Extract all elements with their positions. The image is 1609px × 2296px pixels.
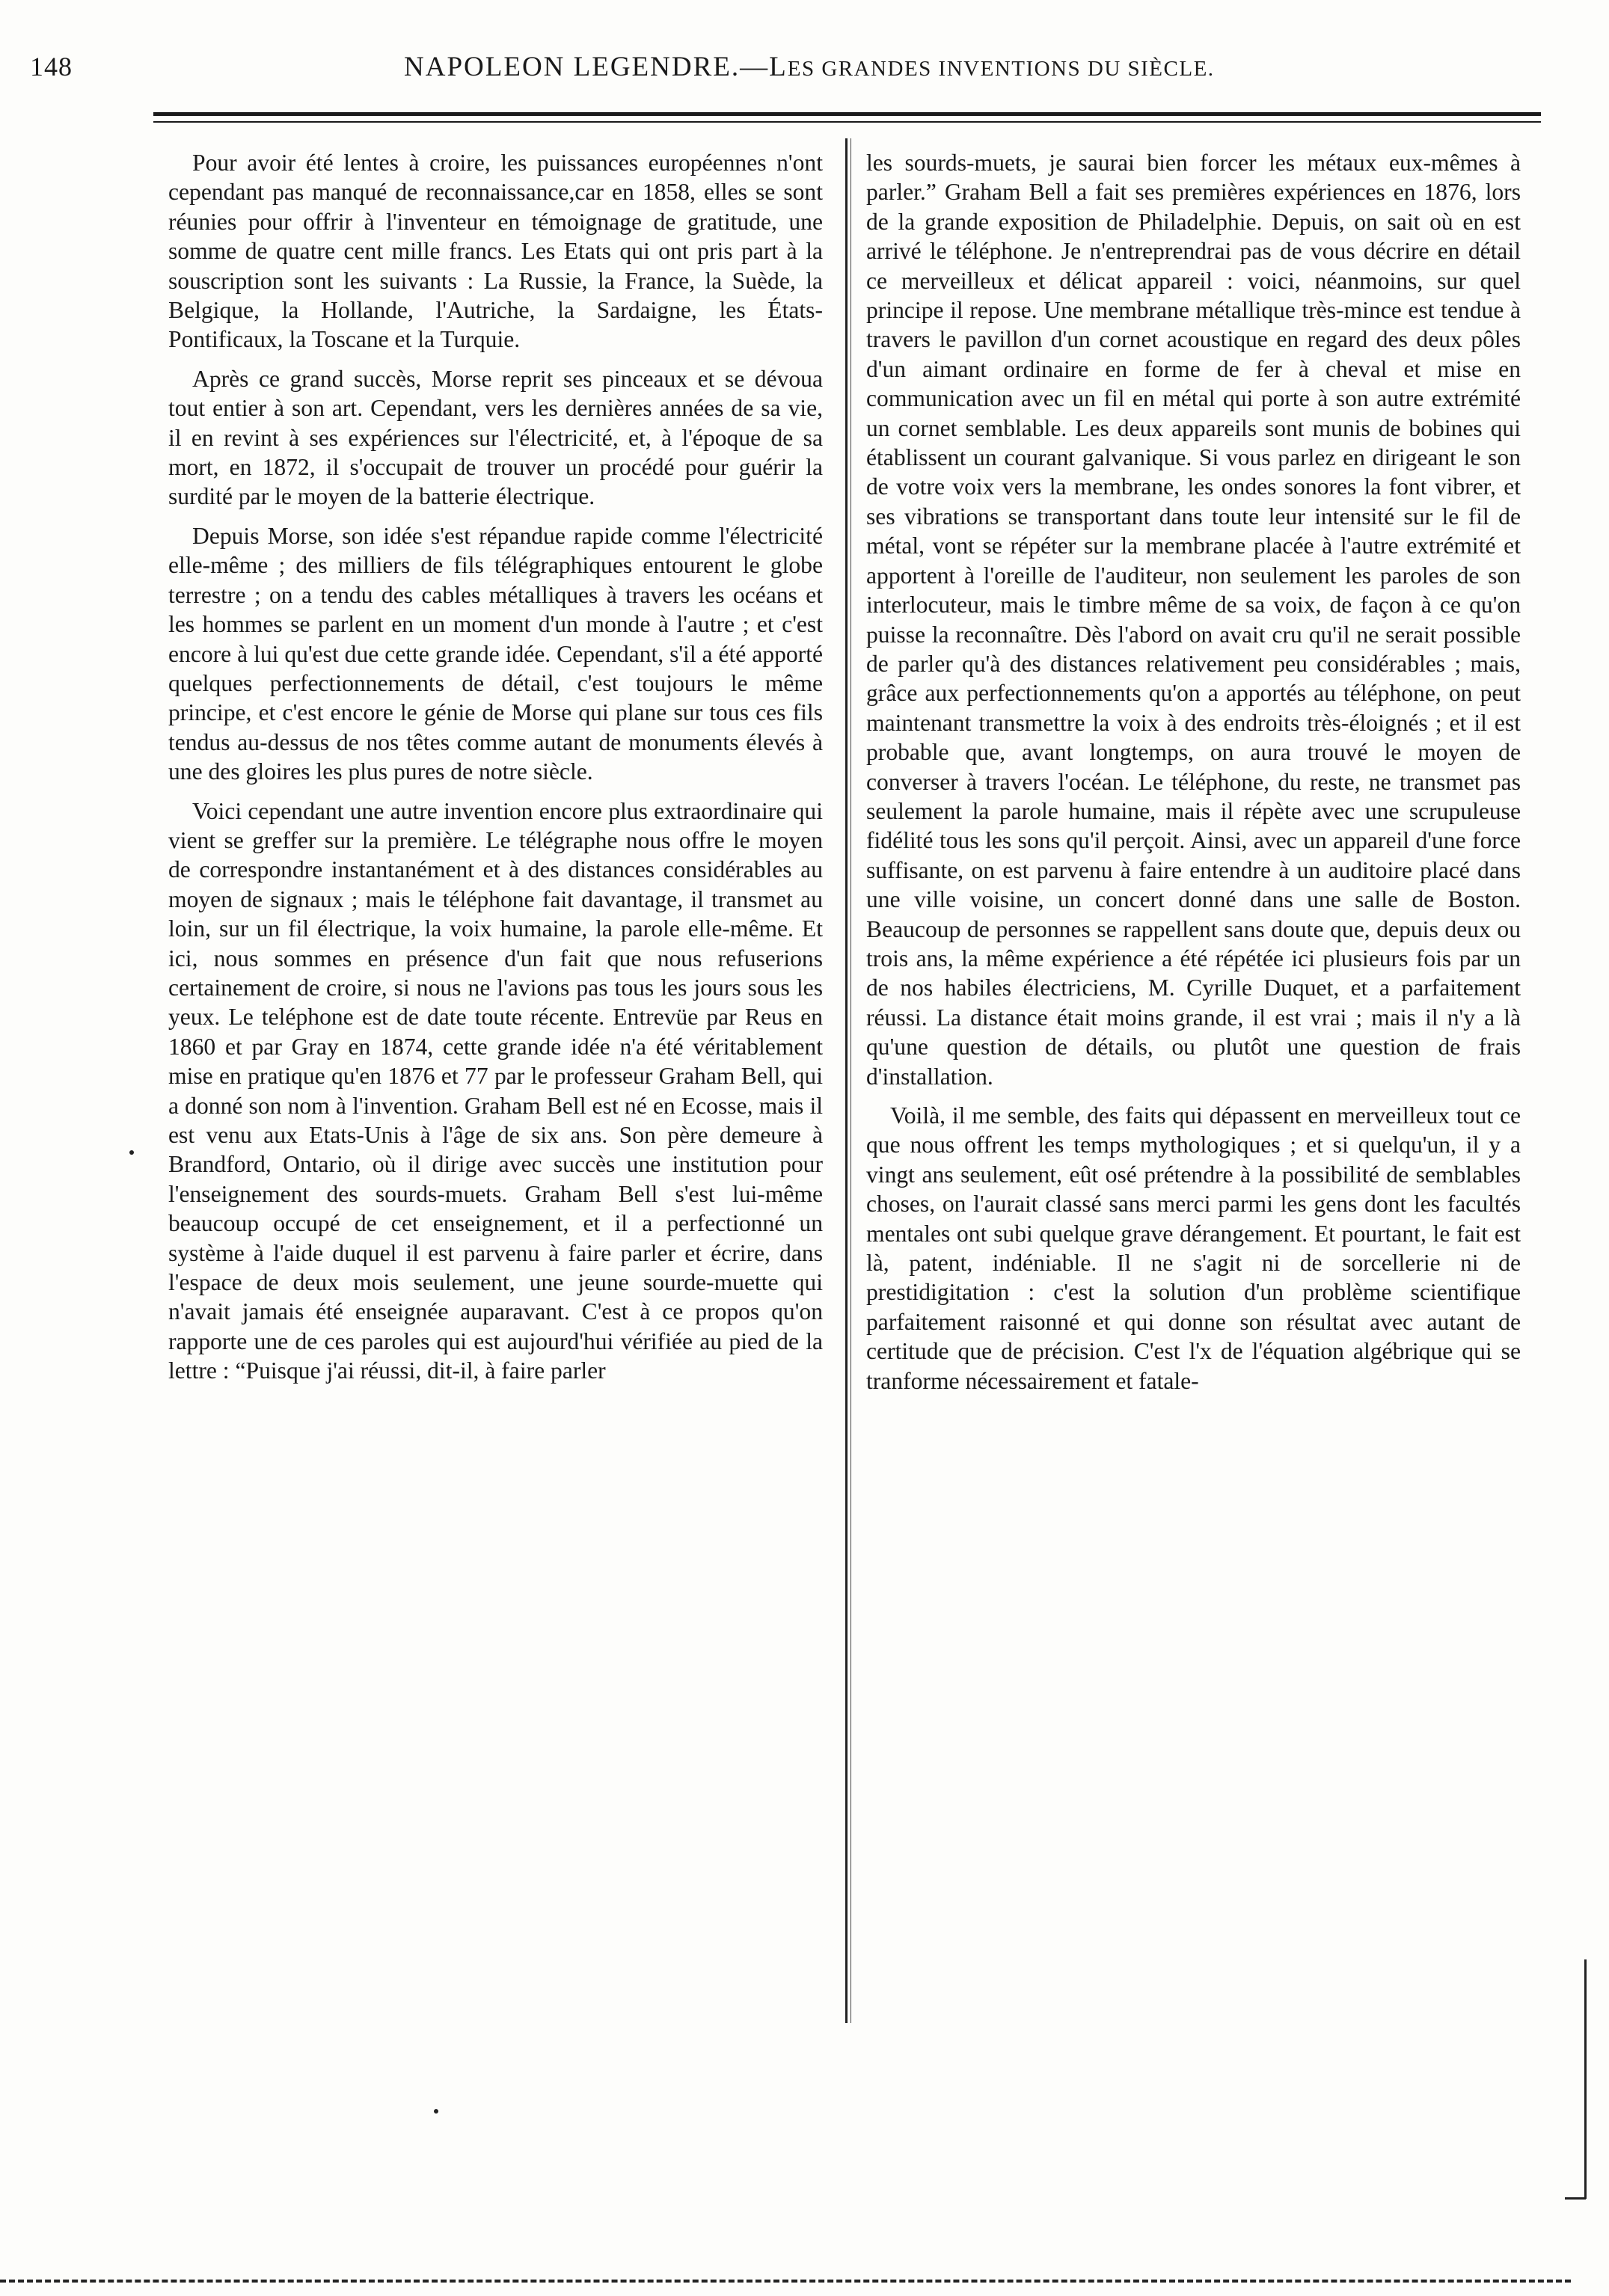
running-head-title: ES GRANDES INVENTIONS DU SIÈCLE.: [787, 57, 1215, 81]
bottom-scan-border: [0, 2280, 1571, 2283]
page-edge-mark-foot: [1565, 2197, 1586, 2200]
left-column: [168, 148, 823, 1396]
header-rule-thick: [153, 112, 1541, 116]
running-head-author: NAPOLEON LEGENDRE.: [404, 52, 741, 82]
running-head-title-initial: L: [769, 52, 788, 82]
paragraph-right-2: Voilà, il me semble, des faits qui dépassent en merveilleux tout ce que nous offrent les temps mythologiques ; et si quelqu'un, il y a vingt ans seulement, eût osé prétendre à la possibilité de semblables choses, on l'aurait classé sans merci parmi les gens dont les facultés mentales ont subi quelque grave dérangement. Et pourtant, le fait est là, patent, indéniable. Il ne s'agit ni de sorcellerie ni de prestidigitation : c'est la solution d'un problème scientifique parfaitement raisonné et qui donne son résultat avec autant de certitude que de précision. C'est l'x de l'équation algébrique qui se tranforme nécessairement et fatale-: [866, 1102, 1521, 1394]
paragraph-left-1: Pour avoir été lentes à croire, les puissances européennes n'ont cependant pas manqué de reconnaissance,car en 1858, elles se sont réunies pour offrir à l'inventeur en témoignage de gratitude, une somme de quatre cent mille francs. Les Etats qui ont pris part à la souscription sont les suivants : La Russie, la France, la Suède, la Belgique, la Hollande, l'Autriche, la Sardaigne, les États-Pontificaux, la Toscane et la Turquie.: [168, 150, 823, 353]
running-head: [404, 51, 1215, 83]
scan-speck: [129, 1150, 134, 1155]
column-divider: [845, 138, 848, 2023]
paragraph-right-1: les sourds-muets, je saurai bien forcer les métaux eux-mêmes à parler.” Graham Bell a fait ses premières expériences en 1876, lors de la grande exposition de Philadelphie. Depuis, on sait où en est arrivé le téléphone. Je n'entreprendrai pas de vous décrire en détail ce merveilleux et délicat appareil : voici, néanmoins, sur quel principe il repose. Une membrane métallique très-mince est tendue à travers le pavillon d'un cornet acoustique en regard des deux pôles d'un aimant ordinaire en forme de fer à cheval et mise en communication avec un fil en métal qui porte à son autre extrémité un cornet semblable. Les deux appareils sont munis de bobines qui établissent un courant galvanique. Si vous parlez en dirigeant le son de votre voix vers la membrane, les ondes sonores la font vibrer, et ses vibrations se transportant dans toute leur intensité sur le fil de métal, vont se répéter sur la membrane placée à l'autre extrémité et apportent à l'oreille de l'auditeur, non seulement les paroles de son interlocuteur, mais le timbre même de sa voix, de façon à ce qu'on puisse la reconnaître. Dès l'abord on avait cru qu'il ne serait possible de parler qu'à des distances relativement peu considérables ; mais, grâce aux perfectionnements qu'on a apportés au téléphone, on peut maintenant transmettre la voix à des endroits très-éloignés ; et il est probable que, avant longtemps, on aura trouvé le moyen de converser à travers l'océan. Le téléphone, du reste, ne transmet pas seulement la parole humaine, mais il répète avec une scrupuleuse fidélité tous les sons qu'il perçoit. Ainsi, avec un appareil d'une force suffisante, on est parvenu à faire entendre à un auditoire placé dans une ville voisine, un concert donné dans une salle de Boston. Beaucoup de personnes se rappellent sans doute que, depuis deux ou trois ans, la même expérience a été répétée ici plusieurs fois par un de nos habiles électriciens, M. Cyrille Duquet, et a parfaitement réussi. La distance était moins grande, il est vrai ; mais il n'y a là qu'une question de détails, ou plutôt une question de frais d'installation.: [866, 150, 1521, 1090]
paragraph-left-3: Depuis Morse, son idée s'est répandue rapide comme l'électricité elle-même ; des milliers de fils télégraphiques entourent le globe terrestre ; on a tendu des cables métalliques à travers les océans et les hommes se parlent en un moment d'un monde à l'autre ; et c'est encore à lui qu'est due cette grande idée. Cependant, s'il a été apporté quelques perfectionnements de détail, c'est toujours le même principe, et c'est encore le génie de Morse qui plane sur tous ces fils tendus au-dessus de nos têtes comme autant de monuments élevés à une des gloires les plus pures de notre siècle.: [168, 522, 823, 785]
page-edge-mark: [1584, 1959, 1587, 2199]
right-column: [866, 148, 1521, 1405]
page-number: 148: [30, 52, 73, 82]
scan-speck: [434, 2109, 438, 2114]
paragraph-left-4: Voici cependant une autre invention encore plus extraordinaire qui vient se greffer sur la première. Le télégraphe nous offre le moyen de correspondre instantanément et à des distances considérables au moyen de signaux ; mais le téléphone fait davantage, il transmet au loin, sur un fil électrique, la voix humaine, la parole elle-même. Et ici, nous sommes en présence d'un fait que nous refuserions certainement de croire, si nous ne l'avions pas tous les jours sous les yeux. Le teléphone est de date toute récente. Entrevüe par Reus en 1860 et par Gray en 1874, cette grande idée n'a été véritablement mise en pratique qu'en 1876 et 77 par le professeur Graham Bell, qui a donné son nom à l'invention. Graham Bell est né en Ecosse, mais il est venu aux Etats-Unis à l'âge de six ans. Son père demeure à Brandford, Ontario, où il dirige avec succès une institution pour l'enseignement des sourds-muets. Graham Bell s'est lui-même beaucoup occupé de cet enseignement, et il a perfectionné un système à l'aide duquel il est parvenu à faire parler et écrire, dans l'espace de deux mois seulement, une jeune sourde-muette qui n'avait jamais été enseignée auparavant. C'est à ce propos qu'on rapporte une de ces paroles qui est aujourd'hui vérifiée au pied de la lettre : “Puisque j'ai réussi, dit-il, à faire parler: [168, 797, 823, 1384]
header-rule-thin: [153, 121, 1541, 123]
running-head-dash: —: [740, 52, 770, 82]
page-header: [30, 45, 1556, 90]
paragraph-left-2: Après ce grand succès, Morse reprit ses pinceaux et se dévoua tout entier à son art. Cependant, vers les dernières années de sa vie, il en revint à ses expériences sur l'électricité, et, à l'époque de sa mort, en 1872, il s'occupait de trouver un procédé pour guérir la surdité par le moyen de la batterie électrique.: [168, 365, 823, 510]
